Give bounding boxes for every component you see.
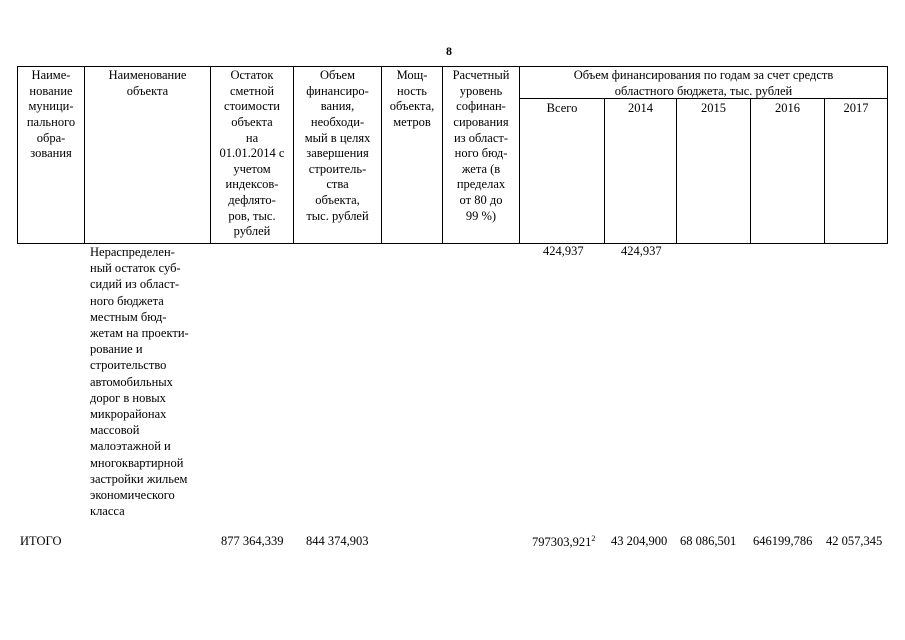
totals-2017: 42 057,345 [826, 534, 883, 548]
header-financing-volume-text: Объем финансиро- вания, необходи- мый в целях завершения строитель- ства объекта, тыс. рублей [304, 68, 371, 223]
header-cofinancing-level-text: Расчетный уровень софинан- сирования из област- ного бюд- жета (в пределах от 80 до 99 %) [452, 68, 510, 223]
header-municipality-text: Наиме- нование муници- пального обра- зования [26, 68, 76, 161]
totals-2014: 43 204,900 [611, 534, 668, 548]
header-remaining-cost [210, 66, 294, 244]
totals-total-footnote: 2 [591, 534, 596, 543]
totals-total [532, 534, 595, 551]
totals-remaining-cost: 877 364,339 [221, 534, 284, 548]
row-total-value: 424,937 [543, 244, 584, 258]
totals-2015: 68 086,501 [680, 534, 737, 548]
header-year-2017-text: 2017 [843, 101, 869, 115]
header-capacity [381, 66, 443, 244]
row-object-description [90, 244, 212, 519]
header-object-name-text: Наименование объекта [108, 68, 187, 98]
header-year-2015-text: 2015 [701, 101, 726, 115]
totals-2016: 646199,786 [753, 534, 813, 548]
header-year-2015 [676, 98, 751, 244]
header-total [519, 98, 605, 244]
header-municipality [17, 66, 85, 244]
header-remaining-cost-text: Остаток сметной стоимости объекта на 01.01.2014 с учетом индексов- дефлято- ров, тыс. рублей [219, 68, 285, 239]
header-year-2016 [750, 98, 825, 244]
totals-total-value: 797303,921 [532, 535, 592, 550]
header-financing-by-years [519, 66, 888, 99]
header-total-text: Всего [546, 101, 578, 115]
header-year-2016-text: 2016 [775, 101, 800, 115]
totals-financing-volume: 844 374,903 [306, 534, 369, 548]
header-year-2014 [604, 98, 677, 244]
row-object-description-text: Нераспределен- ный остаток суб- сидий из област- ного бюджета местным бюд- жетам на проекти- рование и строительство автомобильных дорог в новых микрорайонах массовой малоэтажной и многоквартирной застройки жильем экономического класса [90, 245, 189, 519]
header-financing-volume [293, 66, 382, 244]
header-cofinancing-level [442, 66, 520, 244]
totals-label: ИТОГО [20, 534, 62, 548]
page-number: 8 [446, 44, 452, 58]
row-2014-value: 424,937 [621, 244, 662, 258]
header-year-2017 [824, 98, 888, 244]
header-year-2014-text: 2014 [628, 101, 653, 115]
header-financing-by-years-text: Объем финансирования по годам за счет средств областного бюджета, тыс. рублей [573, 68, 834, 98]
header-object-name [84, 66, 211, 244]
header-capacity-text: Мощ- ность объекта, метров [389, 68, 435, 129]
